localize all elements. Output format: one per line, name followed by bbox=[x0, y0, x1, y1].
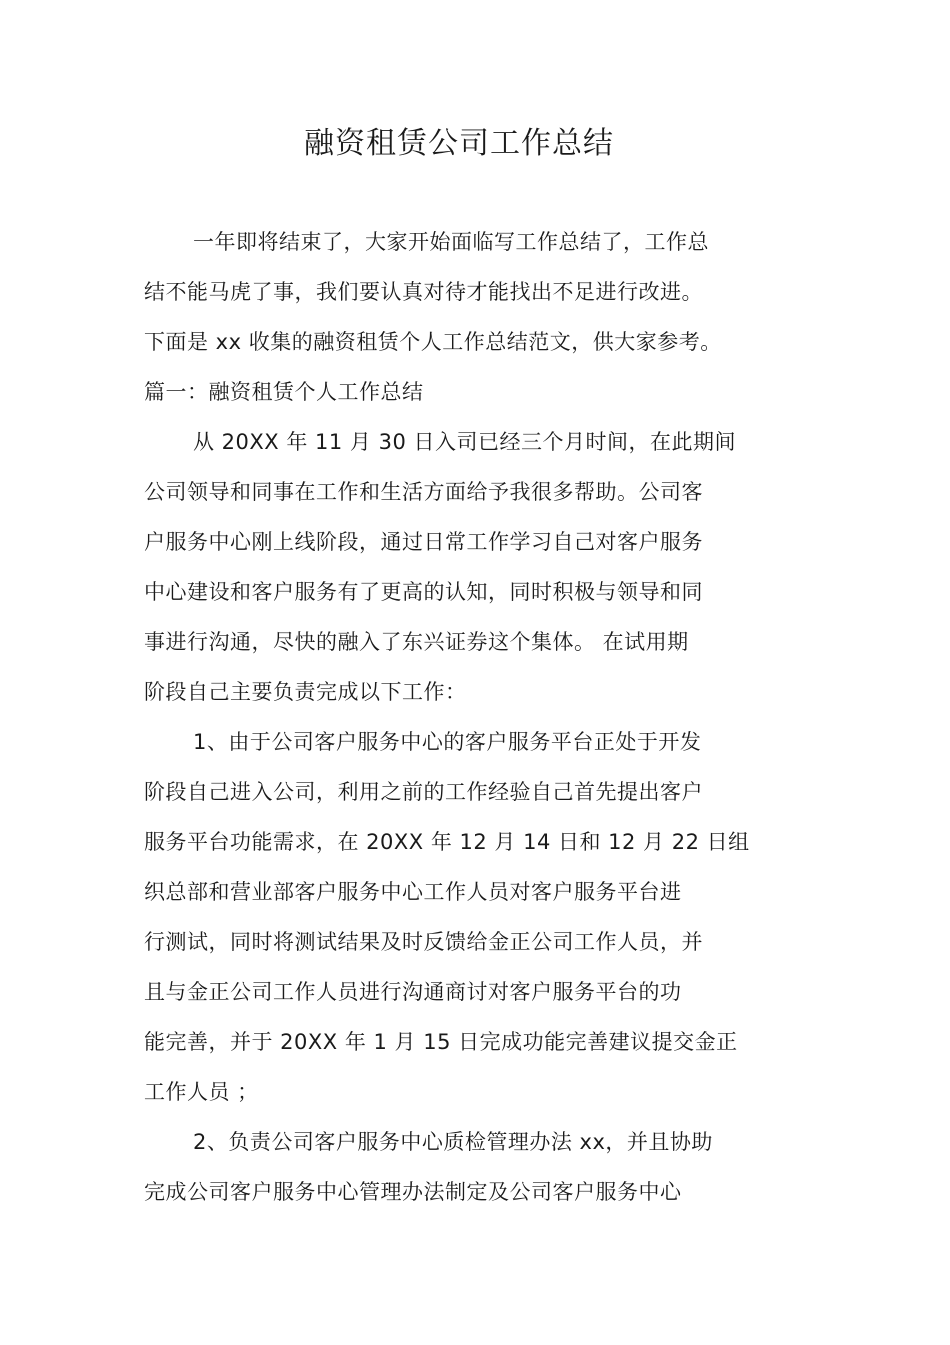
list-item-line: 且与金正公司工作人员进行沟通商讨对客户服务平台的功 bbox=[144, 980, 682, 1004]
list-item-line: 2、负责公司客户服务中心质检管理办法 xx，并且协助 bbox=[193, 1130, 713, 1154]
paragraph-line: 中心建设和客户服务有了更高的认知，同时积极与领导和同 bbox=[144, 580, 703, 604]
paragraph-line: 从 20XX 年 11 月 30 日入司已经三个月时间，在此期间 bbox=[193, 430, 736, 454]
section-heading: 篇一：融资租赁个人工作总结 bbox=[144, 380, 424, 404]
paragraph-line: 事进行沟通，尽快的融入了东兴证券这个集体。 在试用期 bbox=[144, 630, 689, 654]
paragraph-line: 阶段自己主要负责完成以下工作： bbox=[144, 680, 467, 704]
paragraph-line: 下面是 xx 收集的融资租赁个人工作总结范文，供大家参考。 bbox=[144, 330, 722, 354]
document-title: 融资租赁公司工作总结 bbox=[304, 126, 614, 161]
list-item-line: 行测试，同时将测试结果及时反馈给金正公司工作人员，并 bbox=[144, 930, 703, 954]
paragraph-line: 结不能马虎了事，我们要认真对待才能找出不足进行改进。 bbox=[144, 280, 703, 304]
paragraph-line: 公司领导和同事在工作和生活方面给予我很多帮助。公司客 bbox=[144, 480, 703, 504]
list-item-line: 工作人员 ； bbox=[144, 1080, 259, 1104]
list-item-line: 1、由于公司客户服务中心的客户服务平台正处于开发 bbox=[193, 730, 702, 754]
list-item-line: 织总部和营业部客户服务中心工作人员对客户服务平台进 bbox=[144, 880, 682, 904]
list-item-line: 完成公司客户服务中心管理办法制定及公司客户服务中心 bbox=[144, 1180, 682, 1204]
paragraph-line: 户服务中心刚上线阶段，通过日常工作学习自己对客户服务 bbox=[144, 530, 703, 554]
list-item-line: 服务平台功能需求，在 20XX 年 12 月 14 日和 12 月 22 日组 bbox=[144, 830, 750, 854]
list-item-line: 阶段自己进入公司，利用之前的工作经验自己首先提出客户 bbox=[144, 780, 703, 804]
paragraph-line: 一年即将结束了，大家开始面临写工作总结了，工作总 bbox=[193, 230, 709, 254]
list-item-line: 能完善，并于 20XX 年 1 月 15 日完成功能完善建议提交金正 bbox=[144, 1030, 738, 1054]
